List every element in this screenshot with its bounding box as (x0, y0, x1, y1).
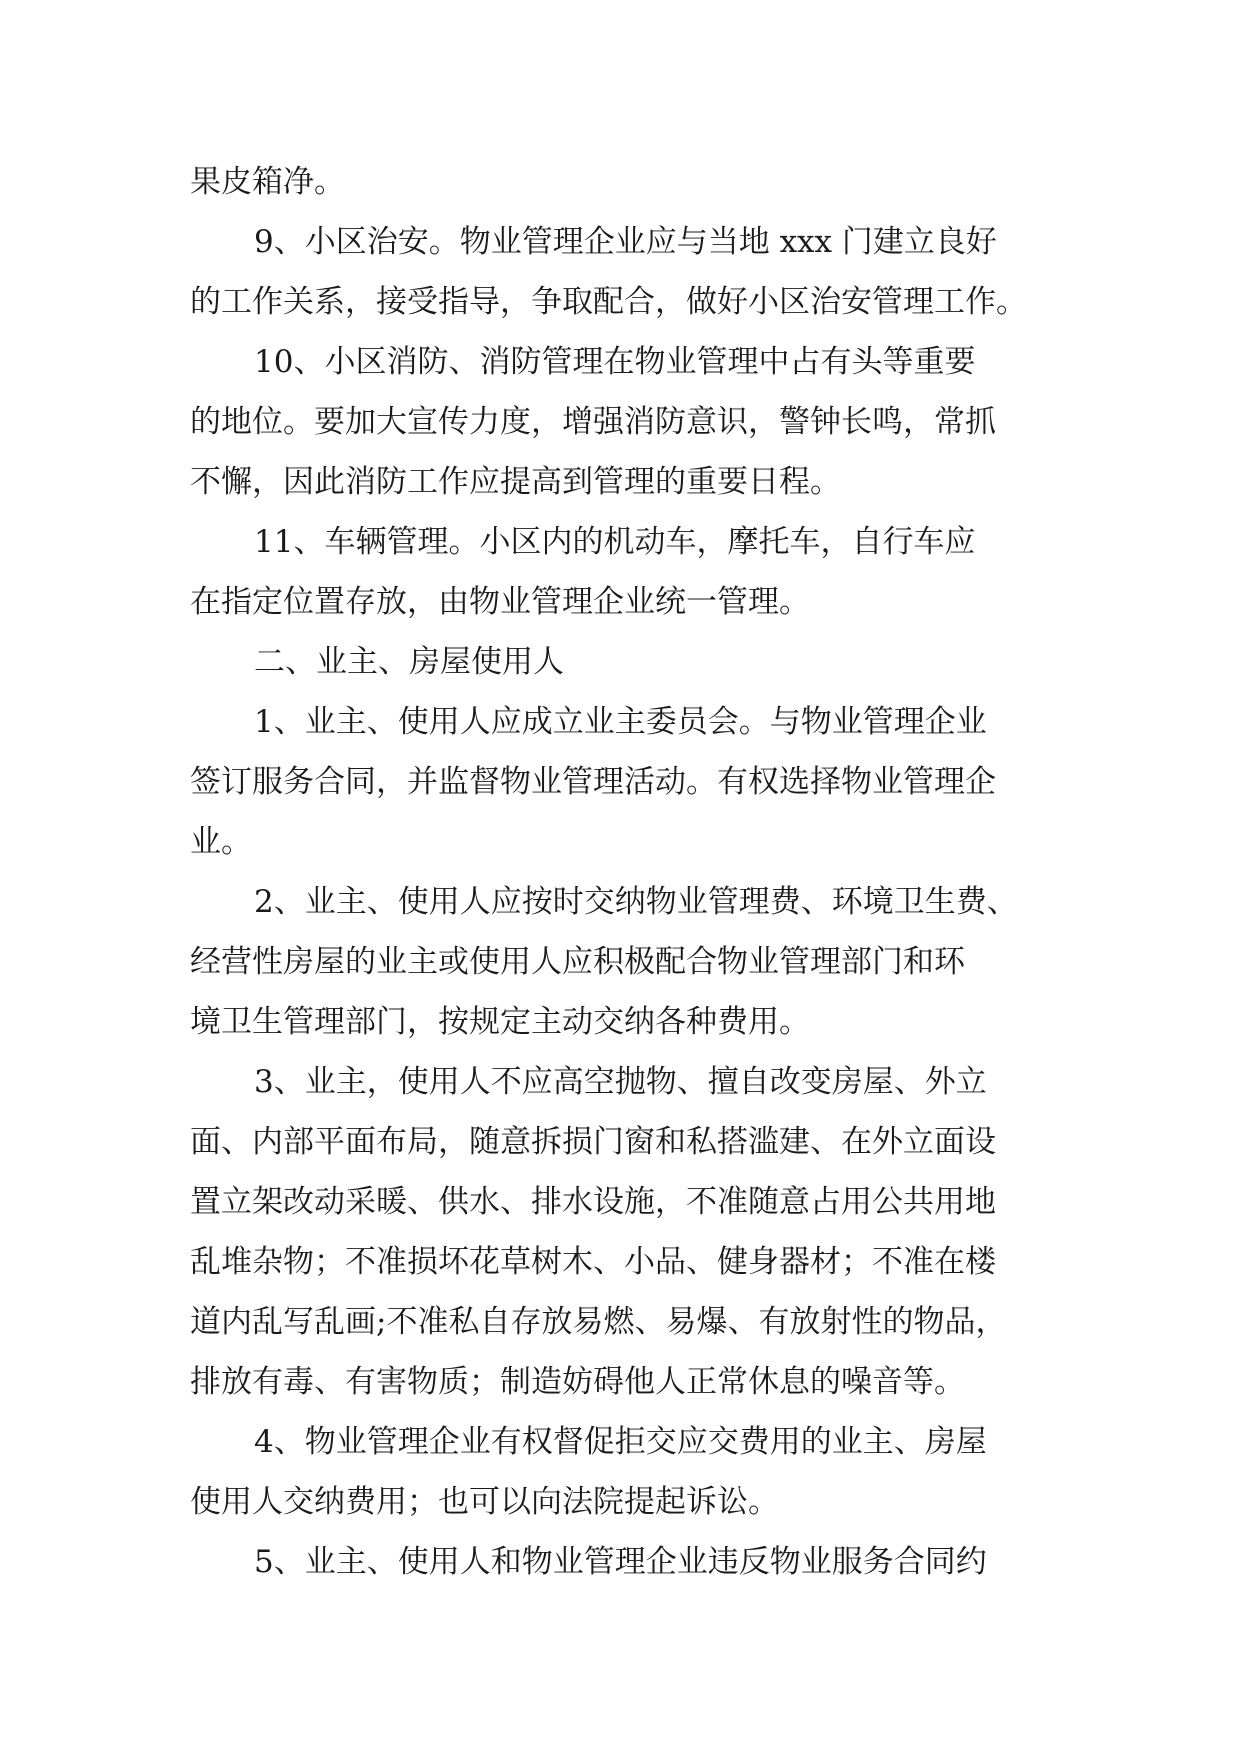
text-line: 的工作关系，接受指导，争取配合，做好小区治安管理工作。 (190, 284, 1027, 320)
text-line: 境卫生管理部门，按规定主动交纳各种费用。 (190, 1004, 810, 1040)
text-line: 4、物业管理企业有权督促拒交应交费用的业主、房屋 (254, 1424, 987, 1460)
text-line: 2、业主、使用人应按时交纳物业管理费、环境卫生费、 (254, 884, 1018, 920)
text-line: 3、业主，使用人不应高空抛物、擅自改变房屋、外立 (254, 1064, 987, 1100)
document-body (190, 152, 1050, 1592)
text-line: 道内乱写乱画;不准私自存放易燃、易爆、有放射性的物品， (190, 1304, 1007, 1340)
text-line: 使用人交纳费用；也可以向法院提起诉讼。 (190, 1484, 779, 1520)
text-line: 签订服务合同，并监督物业管理活动。有权选择物业管理企 (190, 764, 996, 800)
section-heading: 二、业主、房屋使用人 (254, 644, 564, 680)
text-line: 在指定位置存放，由物业管理企业统一管理。 (190, 584, 810, 620)
text-line: 果皮箱净。 (190, 164, 345, 200)
text-line: 1、业主、使用人应成立业主委员会。与物业管理企业 (254, 704, 987, 740)
text-line: 不懈，因此消防工作应提高到管理的重要日程。 (190, 464, 841, 500)
text-line: 排放有毒、有害物质；制造妨碍他人正常休息的噪音等。 (190, 1364, 965, 1400)
text-line: 10、小区消防、消防管理在物业管理中占有头等重要 (254, 344, 976, 380)
text-line: 11、车辆管理。小区内的机动车，摩托车，自行车应 (254, 524, 976, 560)
text-line: 置立架改动采暖、供水、排水设施，不准随意占用公共用地 (190, 1184, 996, 1220)
text-line: 业。 (190, 824, 252, 860)
text-line: 的地位。要加大宣传力度，增强消防意识，警钟长鸣，常抓 (190, 404, 996, 440)
text-line: 面、内部平面布局，随意拆损门窗和私搭滥建、在外立面设 (190, 1124, 996, 1160)
text-line: 经营性房屋的业主或使用人应积极配合物业管理部门和环 (190, 944, 965, 980)
text-line: 乱堆杂物；不准损坏花草树木、小品、健身器材；不准在楼 (190, 1244, 996, 1280)
text-line: 5、业主、使用人和物业管理企业违反物业服务合同约 (254, 1544, 987, 1580)
text-line: 9、小区治安。物业管理企业应与当地 xxx 门建立良好 (254, 224, 997, 260)
